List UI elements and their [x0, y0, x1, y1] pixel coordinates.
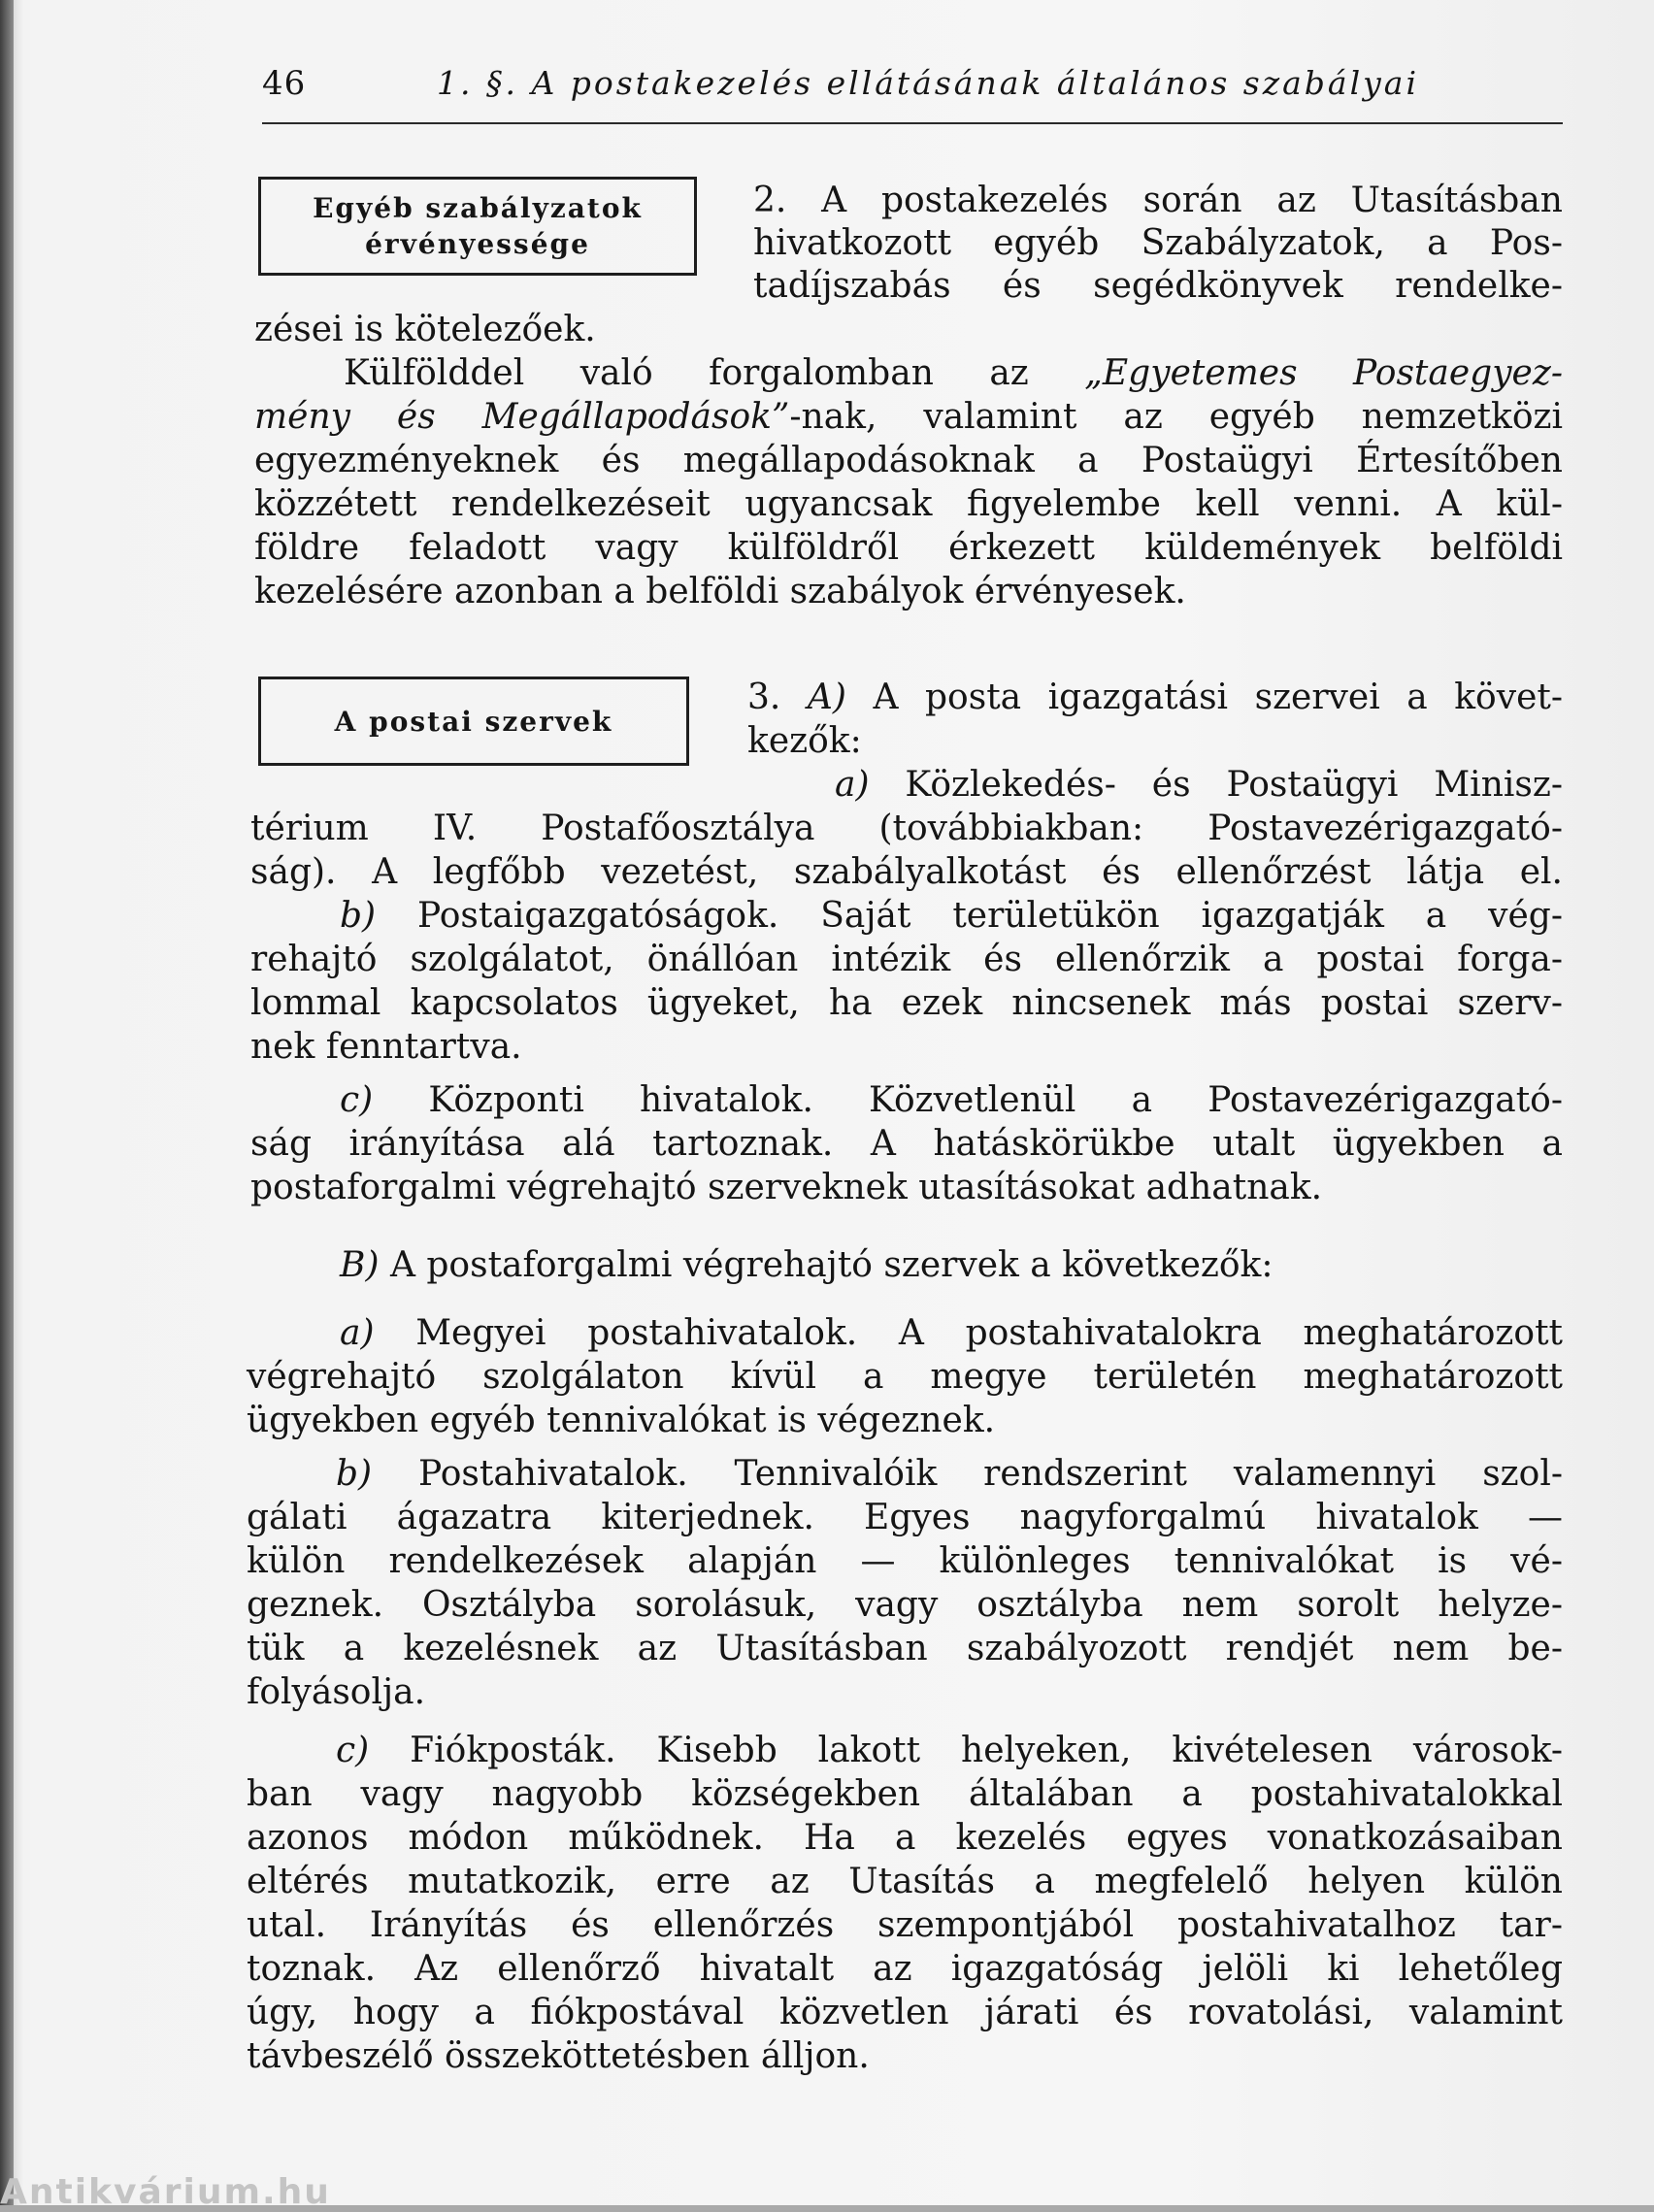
- text-line: [835, 764, 1563, 807]
- text-line: [254, 396, 1563, 439]
- text-run: A postaforgalmi végrehajtó szervek a következők:: [379, 1245, 1274, 1285]
- text-line: kezők:: [747, 721, 862, 761]
- text-line: ság). A legfőbb vezetést, szabályalkotást és ellenőrzést látja el.: [250, 852, 1563, 892]
- text-line: [340, 1312, 1563, 1355]
- text-line: toznak. Az ellenőrző hivatalt az igazgatóság jelöli ki lehetőleg: [247, 1949, 1563, 1989]
- text-line: [340, 1244, 1274, 1287]
- text-line: térium IV. Postafőosztálya (továbbiakban: Postavezérigazgató-: [250, 809, 1563, 848]
- list-marker: b): [336, 1454, 373, 1494]
- text-line: gálati ágazatra kiterjednek. Egyes nagyforgalmú hivatalok —: [247, 1498, 1563, 1537]
- text-line: tük a kezelésnek az Utasításban szabályozott rendjét nem be-: [247, 1629, 1563, 1668]
- text-line: [336, 1453, 1563, 1496]
- text-line: kezelésére azonban a belföldi szabályok érvényesek.: [254, 572, 1186, 611]
- margin-heading-line: Egyéb szabályzatok: [313, 192, 643, 224]
- text-line: 2. A postakezelés során az Utasításban: [753, 181, 1563, 220]
- page-header: [262, 56, 1563, 115]
- text-line: [344, 352, 1563, 395]
- text-run: -nak, valamint az egyéb nemzetközi: [789, 397, 1564, 437]
- list-marker: B): [340, 1245, 380, 1285]
- italic-run: „Egyetemes Postaegyez-: [1084, 353, 1563, 393]
- text-line: nek fenntartva.: [250, 1027, 522, 1067]
- list-marker: a): [835, 765, 870, 805]
- margin-heading-postal-organs: [258, 677, 689, 766]
- margin-heading-other-regulations: [258, 177, 697, 276]
- text-line: eltérés mutatkozik, erre az Utasítás a megfelelő helyen külön: [247, 1862, 1563, 1901]
- margin-heading-line: A postai szervek: [334, 705, 613, 738]
- text-run: Megyei postahivatalok. A postahivatalokra meghatározott: [374, 1313, 1563, 1353]
- page-number: 46: [262, 64, 307, 103]
- italic-run: mény és Megállapodások”: [254, 397, 790, 437]
- text-line: azonos módon működnek. Ha a kezelés egyes vonatkozásaiban: [247, 1818, 1563, 1858]
- list-marker: c): [340, 1080, 374, 1120]
- text-line: folyásolja.: [247, 1672, 426, 1712]
- text-line: földre feladott vagy külföldről érkezett küldemények belföldi: [254, 528, 1563, 568]
- text-line: [340, 1079, 1563, 1122]
- text-line: postaforgalmi végrehajtó szerveknek utasításokat adhatnak.: [250, 1168, 1323, 1207]
- text-line: közzétett rendelkezéseit ugyancsak figyelembe kell venni. A kül-: [254, 484, 1563, 524]
- text-run: A posta igazgatási szervei a követ-: [845, 677, 1564, 717]
- text-run: Központi hivatalok. Közvetlenül a Postavezérigazgató-: [373, 1080, 1563, 1120]
- text-run: 3.: [747, 677, 808, 717]
- text-run: Közlekedés- és Postaügyi Minisz-: [869, 765, 1563, 805]
- italic-run: A): [807, 677, 846, 717]
- text-line: külön rendelkezések alapján — különleges tennivalókat is vé-: [247, 1541, 1563, 1581]
- text-run: Postaigazgatóságok. Saját területükön igazgatják a vég-: [376, 896, 1563, 936]
- text-line: távbeszélő összeköttetésben álljon.: [247, 2036, 870, 2076]
- text-line: [340, 895, 1563, 938]
- list-marker: b): [340, 896, 377, 936]
- text-line: [336, 1730, 1563, 1772]
- text-line: zései is kötelezőek.: [254, 310, 596, 349]
- running-title: 1. §. A postakezelés ellátásának általános szabályai: [437, 64, 1420, 102]
- list-marker: a): [340, 1313, 375, 1353]
- text-run: Postahivatalok. Tennivalóik rendszerint valamennyi szol-: [372, 1454, 1563, 1494]
- text-line: egyezményeknek és megállapodásoknak a Postaügyi Értesítőben: [254, 441, 1563, 480]
- text-run: Fiókposták. Kisebb lakott helyeken, kivételesen városok-: [369, 1731, 1563, 1770]
- text-line: [747, 677, 1563, 719]
- text-line: utal. Irányítás és ellenőrzés szempontjából postahivatalhoz tar-: [247, 1905, 1563, 1945]
- text-line: végrehajtó szolgálaton kívül a megye területén meghatározott: [247, 1357, 1563, 1397]
- text-line: lommal kapcsolatos ügyeket, ha ezek nincsenek más postai szerv-: [250, 983, 1563, 1023]
- margin-heading-line: érvényessége: [365, 228, 590, 260]
- header-rule: [262, 122, 1563, 124]
- watermark: Antikvárium.hu: [0, 2172, 331, 2212]
- text-line: ban vagy nagyobb községekben általában a postahivatalokkal: [247, 1774, 1563, 1814]
- book-spine-shadow: [0, 0, 14, 2205]
- text-line: úgy, hogy a fiókpostával közvetlen járati és rovatolási, valamint: [247, 1993, 1563, 2032]
- text-line: tadíjszabás és segédkönyvek rendelke-: [753, 266, 1563, 306]
- text-line: rehajtó szolgálatot, önállóan intézik és ellenőrzik a postai forga-: [250, 940, 1563, 979]
- text-run: Külfölddel való forgalomban az: [344, 353, 1085, 393]
- text-line: ság irányítása alá tartoznak. A hatáskörükbe utalt ügyekben a: [250, 1124, 1563, 1164]
- text-line: ügyekben egyéb tennivalókat is végeznek.: [247, 1401, 996, 1440]
- text-line: hivatkozott egyéb Szabályzatok, a Pos-: [753, 223, 1563, 263]
- text-line: geznek. Osztályba sorolásuk, vagy osztályba nem sorolt helyze-: [247, 1585, 1563, 1625]
- list-marker: c): [336, 1731, 370, 1770]
